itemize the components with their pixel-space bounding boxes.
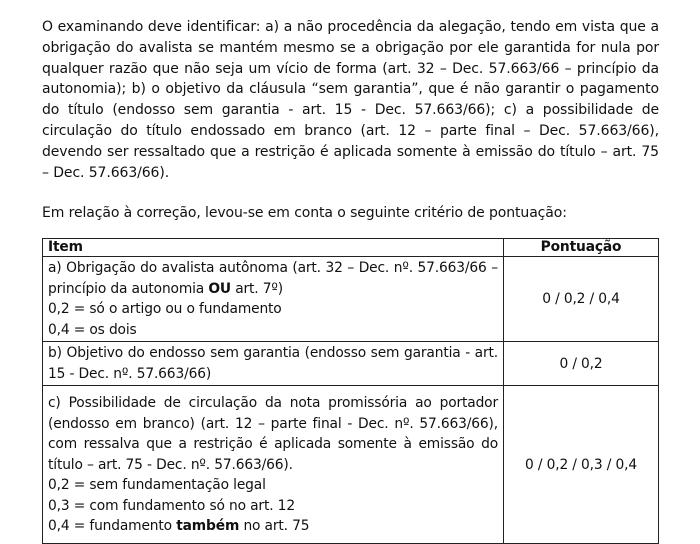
table-row xyxy=(43,386,659,544)
row-a-criterion-2: 0,4 = os dois xyxy=(48,321,137,338)
header-score: Pontuação xyxy=(504,239,659,257)
row-c-criterion-2: 0,3 = com fundamento só no art. 12 xyxy=(48,497,295,514)
row-b-item xyxy=(43,342,504,386)
table-row xyxy=(43,257,659,342)
row-b-score: 0 / 0,2 xyxy=(504,342,659,386)
row-a-item xyxy=(43,257,504,342)
row-a-criterion-1: 0,2 = só o artigo ou o fundamento xyxy=(48,301,282,318)
row-b-description: b) Objetivo do endosso sem garantia (endosso sem garantia - art. 15 - Dec. nº. 57.663/66) xyxy=(48,345,498,382)
row-c-score: 0 / 0,2 / 0,3 / 0,4 xyxy=(504,386,659,544)
scoring-table xyxy=(42,238,659,544)
row-a-score: 0 / 0,2 / 0,4 xyxy=(504,257,659,342)
row-a-description xyxy=(48,258,498,299)
row-c-crit3-text-end: no art. 75 xyxy=(239,518,310,535)
row-c-item xyxy=(43,386,504,544)
intro-paragraph: O examinando deve identificar: a) a não procedência da alegação, tendo em vista que a obrigação do avalista se mantém mesmo se a obrigação por ele garantida for nula por qualquer razão que não seja um vício de forma (art. 32 – Dec. 57.663/66 – princípio da autonomia); b) o objetivo da cláusula “sem garantia”, que é não garantir o pagamento do título (endosso sem garantia - art. 15 - Dec. 57.663/66); c) a possibilidade de circulação do título endossado em branco (art. 12 – parte final – Dec. 57.663/66), devendo ser ressaltado que a restrição é aplicada somente à emissão do título – art. 75 – Dec. 57.663/66). xyxy=(42,19,659,181)
row-a-desc-text-end: art. 7º) xyxy=(230,280,283,297)
row-c-criterion-3 xyxy=(48,516,498,537)
table-row xyxy=(43,342,659,386)
header-item: Item xyxy=(43,239,504,257)
row-c-criterion-1: 0,2 = sem fundamentação legal xyxy=(48,477,266,494)
row-c-crit3-bold: também xyxy=(176,518,240,535)
table-header-row xyxy=(43,239,659,257)
row-c-description: c) Possibilidade de circulação da nota promissória ao portador (endosso em branco) (art. 12 – parte final - Dec. nº. 57.663/66), com ressalva que a restrição é aplicada somente à emissão do título – art. 75 - Dec. nº. 57.663/66). xyxy=(48,395,498,473)
answer-key-page xyxy=(42,17,659,544)
criteria-intro: Em relação à correção, levou-se em conta o seguinte critério de pontuação: xyxy=(42,205,567,222)
row-c-crit3-text: 0,4 = fundamento xyxy=(48,518,177,535)
row-a-desc-bold: OU xyxy=(208,280,231,297)
row-a-desc-text: a) Obrigação do avalista autônoma (art. 32 – Dec. nº. 57.663/66 – princípio da autonomia xyxy=(48,260,498,297)
